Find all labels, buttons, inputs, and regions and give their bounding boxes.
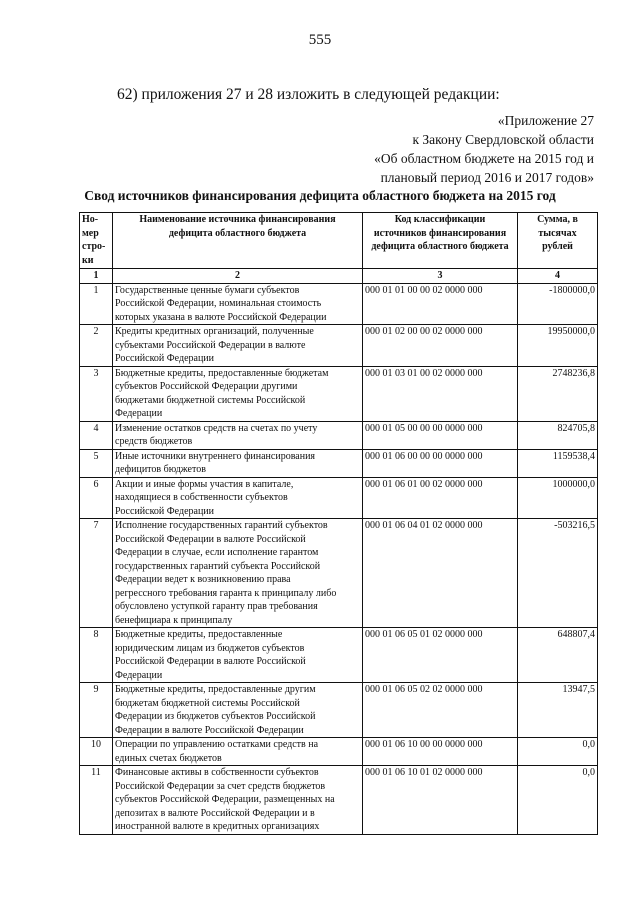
row-number-text: 9	[93, 684, 99, 695]
row-classification-code	[363, 283, 518, 325]
row-number-text: 4	[93, 422, 99, 434]
header-row	[80, 213, 598, 269]
row-number-text: 10	[91, 739, 101, 750]
row-amount	[518, 628, 598, 683]
row-number	[80, 421, 113, 449]
table-row	[80, 421, 598, 449]
appendix-line: «Приложение 27	[497, 113, 594, 128]
row-classification-code-text: 000 01 06 01 00 02 0000 000	[365, 478, 483, 490]
row-amount-text: 19950000,0	[547, 326, 595, 337]
row-number	[80, 477, 113, 519]
header-name	[113, 213, 363, 269]
table-row	[80, 325, 598, 367]
row-amount-text: -503216,5	[554, 520, 595, 531]
row-number-text: 3	[93, 367, 99, 379]
table-body	[80, 283, 598, 834]
table-row	[80, 477, 598, 519]
table-row	[80, 366, 598, 421]
table-row	[80, 449, 598, 477]
row-source-name	[113, 683, 363, 738]
header-sum	[518, 213, 598, 269]
row-source-name	[113, 449, 363, 477]
row-classification-code	[363, 477, 518, 519]
row-number	[80, 738, 113, 766]
row-classification-code-text: 000 01 05 00 00 00 0000 000	[365, 422, 483, 434]
row-classification-code-text: 000 01 06 04 01 02 0000 000	[365, 520, 483, 531]
column-index: 3	[363, 269, 518, 284]
table-row	[80, 283, 598, 325]
row-number	[80, 683, 113, 738]
header-code	[363, 213, 518, 269]
header-code-text: Код классификации источников финансирования дефицита областного бюджета	[371, 214, 509, 252]
row-number-text: 5	[93, 450, 99, 462]
row-amount	[518, 766, 598, 835]
row-classification-code	[363, 683, 518, 738]
row-source-name	[113, 519, 363, 628]
row-number	[80, 325, 113, 367]
row-amount	[518, 366, 598, 421]
table-row	[80, 683, 598, 738]
row-classification-code	[363, 325, 518, 367]
row-number-text: 8	[93, 629, 99, 640]
table-row	[80, 766, 598, 835]
row-classification-code-text: 000 01 02 00 00 02 0000 000	[365, 326, 483, 337]
row-number-text: 2	[93, 326, 99, 337]
appendix-header	[374, 111, 594, 187]
row-amount	[518, 421, 598, 449]
row-source-name	[113, 366, 363, 421]
row-number	[80, 366, 113, 421]
column-index-row	[80, 269, 598, 284]
row-source-name-text: Иные источники внутреннего финансирования дефицитов бюджетов	[115, 450, 316, 475]
row-amount-text: -1800000,0	[549, 284, 595, 296]
row-source-name-text: Исполнение государственных гарантий субъектов Российской Федерации в валюте Российской Федерации в случае, если исполнение гарантом государственных гарантий субъекта Российской Федерации ведет к возникновению права регрессного требования гаранта к принципалу либо обусловлено уступкой гаранту прав требования бенефициара к принципалу	[115, 520, 337, 626]
row-amount	[518, 449, 598, 477]
row-number-text: 1	[93, 284, 99, 296]
row-amount-text: 2748236,8	[552, 367, 595, 379]
amendment-intro: 62) приложения 27 и 28 изложить в следующей редакции:	[117, 86, 500, 103]
appendix-line: плановый период 2016 и 2017 годов»	[380, 170, 594, 185]
row-number	[80, 283, 113, 325]
header-sum-text: Сумма, в тысячах рублей	[537, 214, 578, 252]
row-classification-code	[363, 366, 518, 421]
row-classification-code-text: 000 01 06 00 00 00 0000 000	[365, 450, 483, 462]
row-classification-code	[363, 628, 518, 683]
row-classification-code	[363, 766, 518, 835]
row-classification-code-text: 000 01 03 01 00 02 0000 000	[365, 367, 483, 379]
row-source-name	[113, 766, 363, 835]
row-number	[80, 628, 113, 683]
row-amount	[518, 325, 598, 367]
row-amount-text: 1159538,4	[552, 450, 595, 462]
row-classification-code	[363, 421, 518, 449]
table-row	[80, 628, 598, 683]
column-index: 2	[113, 269, 363, 284]
row-source-name-text: Финансовые активы в собственности субъектов Российской Федерации за счет средств бюджетов субъектов Российской Федерации, размещенных на депозитах в валюте Российской Федерации и в иностранной валюте в кредитных организациях	[115, 767, 335, 832]
row-source-name-text: Акции и иные формы участия в капитале, находящиеся в собственности субъектов Российской Федерации	[115, 478, 294, 517]
row-source-name-text: Бюджетные кредиты, предоставленные юридическим лицам из бюджетов субъектов Российской Федерации в валюте Российской Федерации	[115, 629, 306, 681]
row-amount-text: 648807,4	[557, 629, 595, 640]
row-source-name-text: Государственные ценные бумаги субъектов Российской Федерации, номинальная стоимость которых указана в валюте Российской Федерации	[115, 284, 327, 323]
page-number: 555	[308, 32, 332, 48]
column-index: 1	[80, 269, 113, 284]
row-source-name	[113, 738, 363, 766]
row-amount-text: 0,0	[582, 767, 595, 778]
row-source-name	[113, 283, 363, 325]
row-amount-text: 0,0	[582, 739, 595, 750]
row-number-text: 11	[91, 767, 101, 778]
row-classification-code-text: 000 01 06 05 01 02 0000 000	[365, 629, 483, 640]
row-number	[80, 449, 113, 477]
header-number	[80, 213, 113, 269]
row-source-name-text: Изменение остатков средств на счетах по учету средств бюджетов	[115, 422, 318, 447]
row-source-name-text: Бюджетные кредиты, предоставленные другим бюджетам бюджетной системы Российской Федерации из бюджетов субъектов Российской Федерации в валюте Российской Федерации	[115, 684, 316, 736]
row-amount-text: 1000000,0	[552, 478, 595, 490]
row-amount	[518, 519, 598, 628]
row-source-name	[113, 325, 363, 367]
row-source-name-text: Бюджетные кредиты, предоставленные бюджетам субъектов Российской Федерации другими бюджетами бюджетной системы Российской Федерации	[115, 367, 329, 419]
column-index: 4	[518, 269, 598, 284]
row-amount	[518, 738, 598, 766]
row-source-name	[113, 628, 363, 683]
row-number	[80, 766, 113, 835]
appendix-line: «Об областном бюджете на 2015 год и	[374, 151, 594, 166]
row-number-text: 6	[93, 478, 99, 490]
row-classification-code-text: 000 01 06 10 01 02 0000 000	[365, 767, 483, 778]
row-classification-code-text: 000 01 06 10 00 00 0000 000	[365, 739, 483, 750]
header-name-text: Наименование источника финансирования дефицита областного бюджета	[139, 214, 336, 239]
row-amount	[518, 683, 598, 738]
row-amount	[518, 477, 598, 519]
row-classification-code	[363, 738, 518, 766]
row-number	[80, 519, 113, 628]
row-number-text: 7	[93, 520, 99, 531]
row-classification-code	[363, 449, 518, 477]
row-source-name	[113, 421, 363, 449]
header-number-text: Но- мер стро- ки	[82, 214, 106, 266]
row-classification-code-text: 000 01 06 05 02 02 0000 000	[365, 684, 483, 695]
table-row	[80, 738, 598, 766]
table-row	[80, 519, 598, 628]
table-title: Свод источников финансирования дефицита областного бюджета на 2015 год	[84, 188, 556, 203]
row-source-name-text: Кредиты кредитных организаций, полученные субъектами Российской Федерации в валюте Российской Федерации	[115, 326, 314, 364]
row-amount	[518, 283, 598, 325]
row-classification-code	[363, 519, 518, 628]
row-classification-code-text: 000 01 01 00 00 02 0000 000	[365, 284, 483, 296]
financing-sources-table	[79, 212, 598, 835]
row-source-name	[113, 477, 363, 519]
row-amount-text: 13947,5	[562, 684, 595, 695]
row-source-name-text: Операции по управлению остатками средств на единых счетах бюджетов	[115, 739, 319, 764]
appendix-line: к Закону Свердловской области	[412, 132, 594, 147]
row-amount-text: 824705,8	[557, 422, 595, 434]
